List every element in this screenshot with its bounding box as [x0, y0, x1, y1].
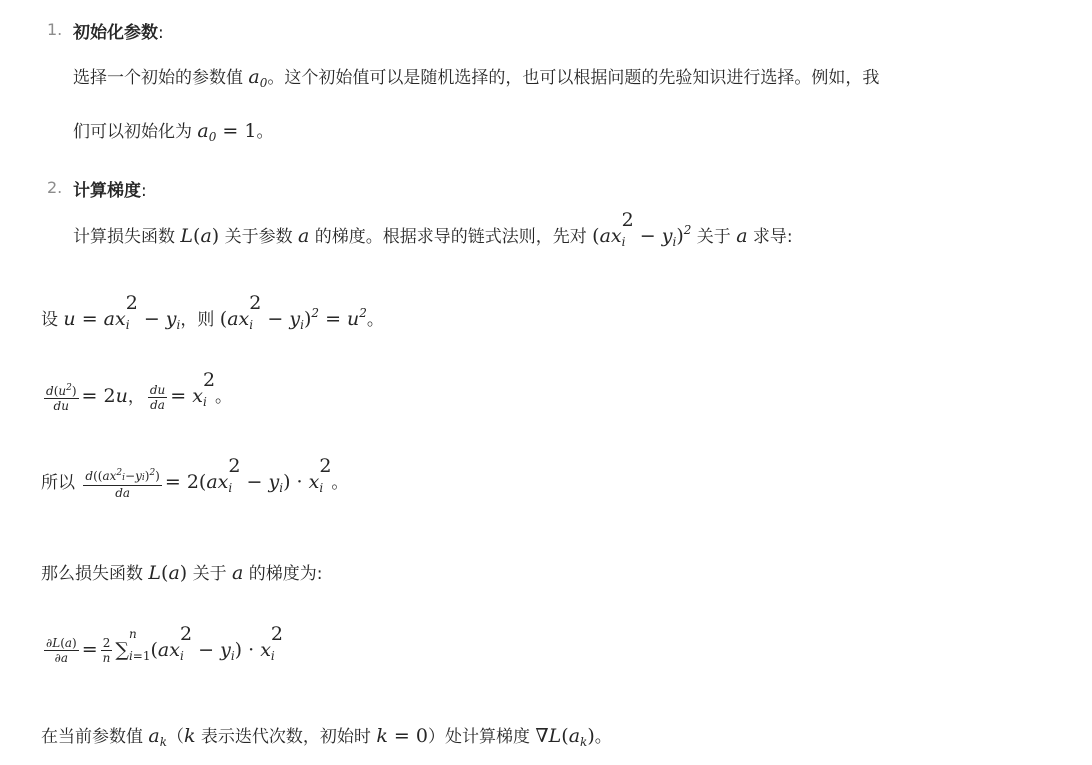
math-sum-expression: ∑ n i=1 (ax 2 i − $y_i) \cdot x$ 2 i [115, 622, 284, 663]
text-then-b: 关于 [187, 564, 233, 584]
math-nabla-L: $\nabla L(a_k)$ [535, 725, 595, 749]
paragraph-init-line1 [73, 63, 879, 90]
math-a-2: a [736, 225, 748, 247]
list-heading-1 [73, 18, 164, 43]
list-number-1: 1. [47, 20, 63, 39]
math-chain-result: = 2(ax 2 i − $y_i) \cdot x$ 2 i [164, 455, 332, 495]
heading-text-2: 计算梯度 [73, 181, 141, 201]
math-a0-eq-1: $a_0 = 1$ [197, 120, 257, 144]
math-k: k [184, 725, 196, 747]
text-at-a: 在当前参数值 [41, 727, 149, 747]
text-at-b: （ [167, 727, 185, 747]
text-init-c: 们可以初始化为 [73, 122, 198, 142]
text-grad-d: 关于 [691, 227, 737, 247]
text-grad-a: 计算损失函数 [73, 227, 181, 247]
text-init-b: 。这个初始值可以是随机选择的，也可以根据问题的先验知识进行选择。例如，我 [267, 68, 880, 88]
paragraph-derivatives [41, 369, 233, 413]
fraction-partial: $\frac{\partial L(a)}{\partial a}$ [46, 636, 77, 665]
paragraph-gradient [73, 209, 793, 249]
math-residual-squared: (ax 2 i − $y_i)^2$ [592, 209, 692, 249]
math-equals: = [81, 638, 98, 661]
text-deriv-sep: ， [127, 387, 145, 407]
fraction-du-da: $\frac{du}{da}$ [149, 382, 166, 412]
fraction-du2-du: $\frac{d(u^2)}{du}$ [46, 383, 77, 413]
text-deriv-end: 。 [215, 387, 233, 407]
text-at-c: 表示迭代次数，初始时 [195, 727, 377, 747]
equation-gradient [41, 622, 284, 665]
paragraph-init-line2 [73, 117, 273, 144]
text-then-c: 的梯度为: [243, 564, 323, 584]
heading-text-1: 初始化参数 [73, 23, 158, 43]
text-grad-c: 的梯度。根据求导的链式法则，先对 [309, 227, 593, 247]
math-ak: $a_k$ [148, 725, 168, 749]
math-u-squared: (ax 2 i − $y_i)^2 = u^2$ [219, 292, 367, 332]
math-a0: $a_0$ [248, 66, 268, 90]
paragraph-chain-rule [41, 455, 349, 500]
math-2u: = 2u [81, 385, 128, 407]
text-set-c: 。 [366, 310, 384, 330]
text-init-a: 选择一个初始的参数值 [73, 68, 249, 88]
math-k-eq-0: k = 0 [376, 725, 428, 747]
text-so-a: 所以 [41, 473, 81, 493]
fraction-2-over-n: $\frac{2}{n}$ [102, 636, 111, 665]
text-at-e: 。 [594, 727, 612, 747]
paragraph-gradient-is [41, 559, 322, 584]
text-then-a: 那么损失函数 [41, 564, 149, 584]
paragraph-current-value [41, 722, 612, 749]
math-u-def: u = ax 2 i − $y_i$ [63, 292, 181, 332]
list-number-2: 2. [47, 178, 63, 197]
text-set-a: 设 [41, 310, 64, 330]
list-heading-2 [73, 176, 147, 201]
text-at-d: ）处计算梯度 [427, 727, 536, 747]
heading-colon-1: : [158, 23, 164, 43]
fraction-chain: $\frac{d((ax^2i-yi)^2)}{da}$ [85, 468, 160, 500]
math-La: L(a) [180, 225, 220, 247]
math-a-3: a [232, 562, 244, 584]
math-La-2: L(a) [148, 562, 188, 584]
paragraph-substitution [41, 292, 384, 332]
math-xi-squared: = x 2 i [170, 369, 216, 409]
text-grad-e: 求导: [747, 227, 793, 247]
text-set-b: ，则 [180, 310, 220, 330]
text-init-d: 。 [256, 122, 274, 142]
math-a: a [298, 225, 310, 247]
heading-colon-2: : [141, 181, 147, 201]
text-so-end: 。 [331, 473, 349, 493]
text-grad-b: 关于参数 [219, 227, 299, 247]
